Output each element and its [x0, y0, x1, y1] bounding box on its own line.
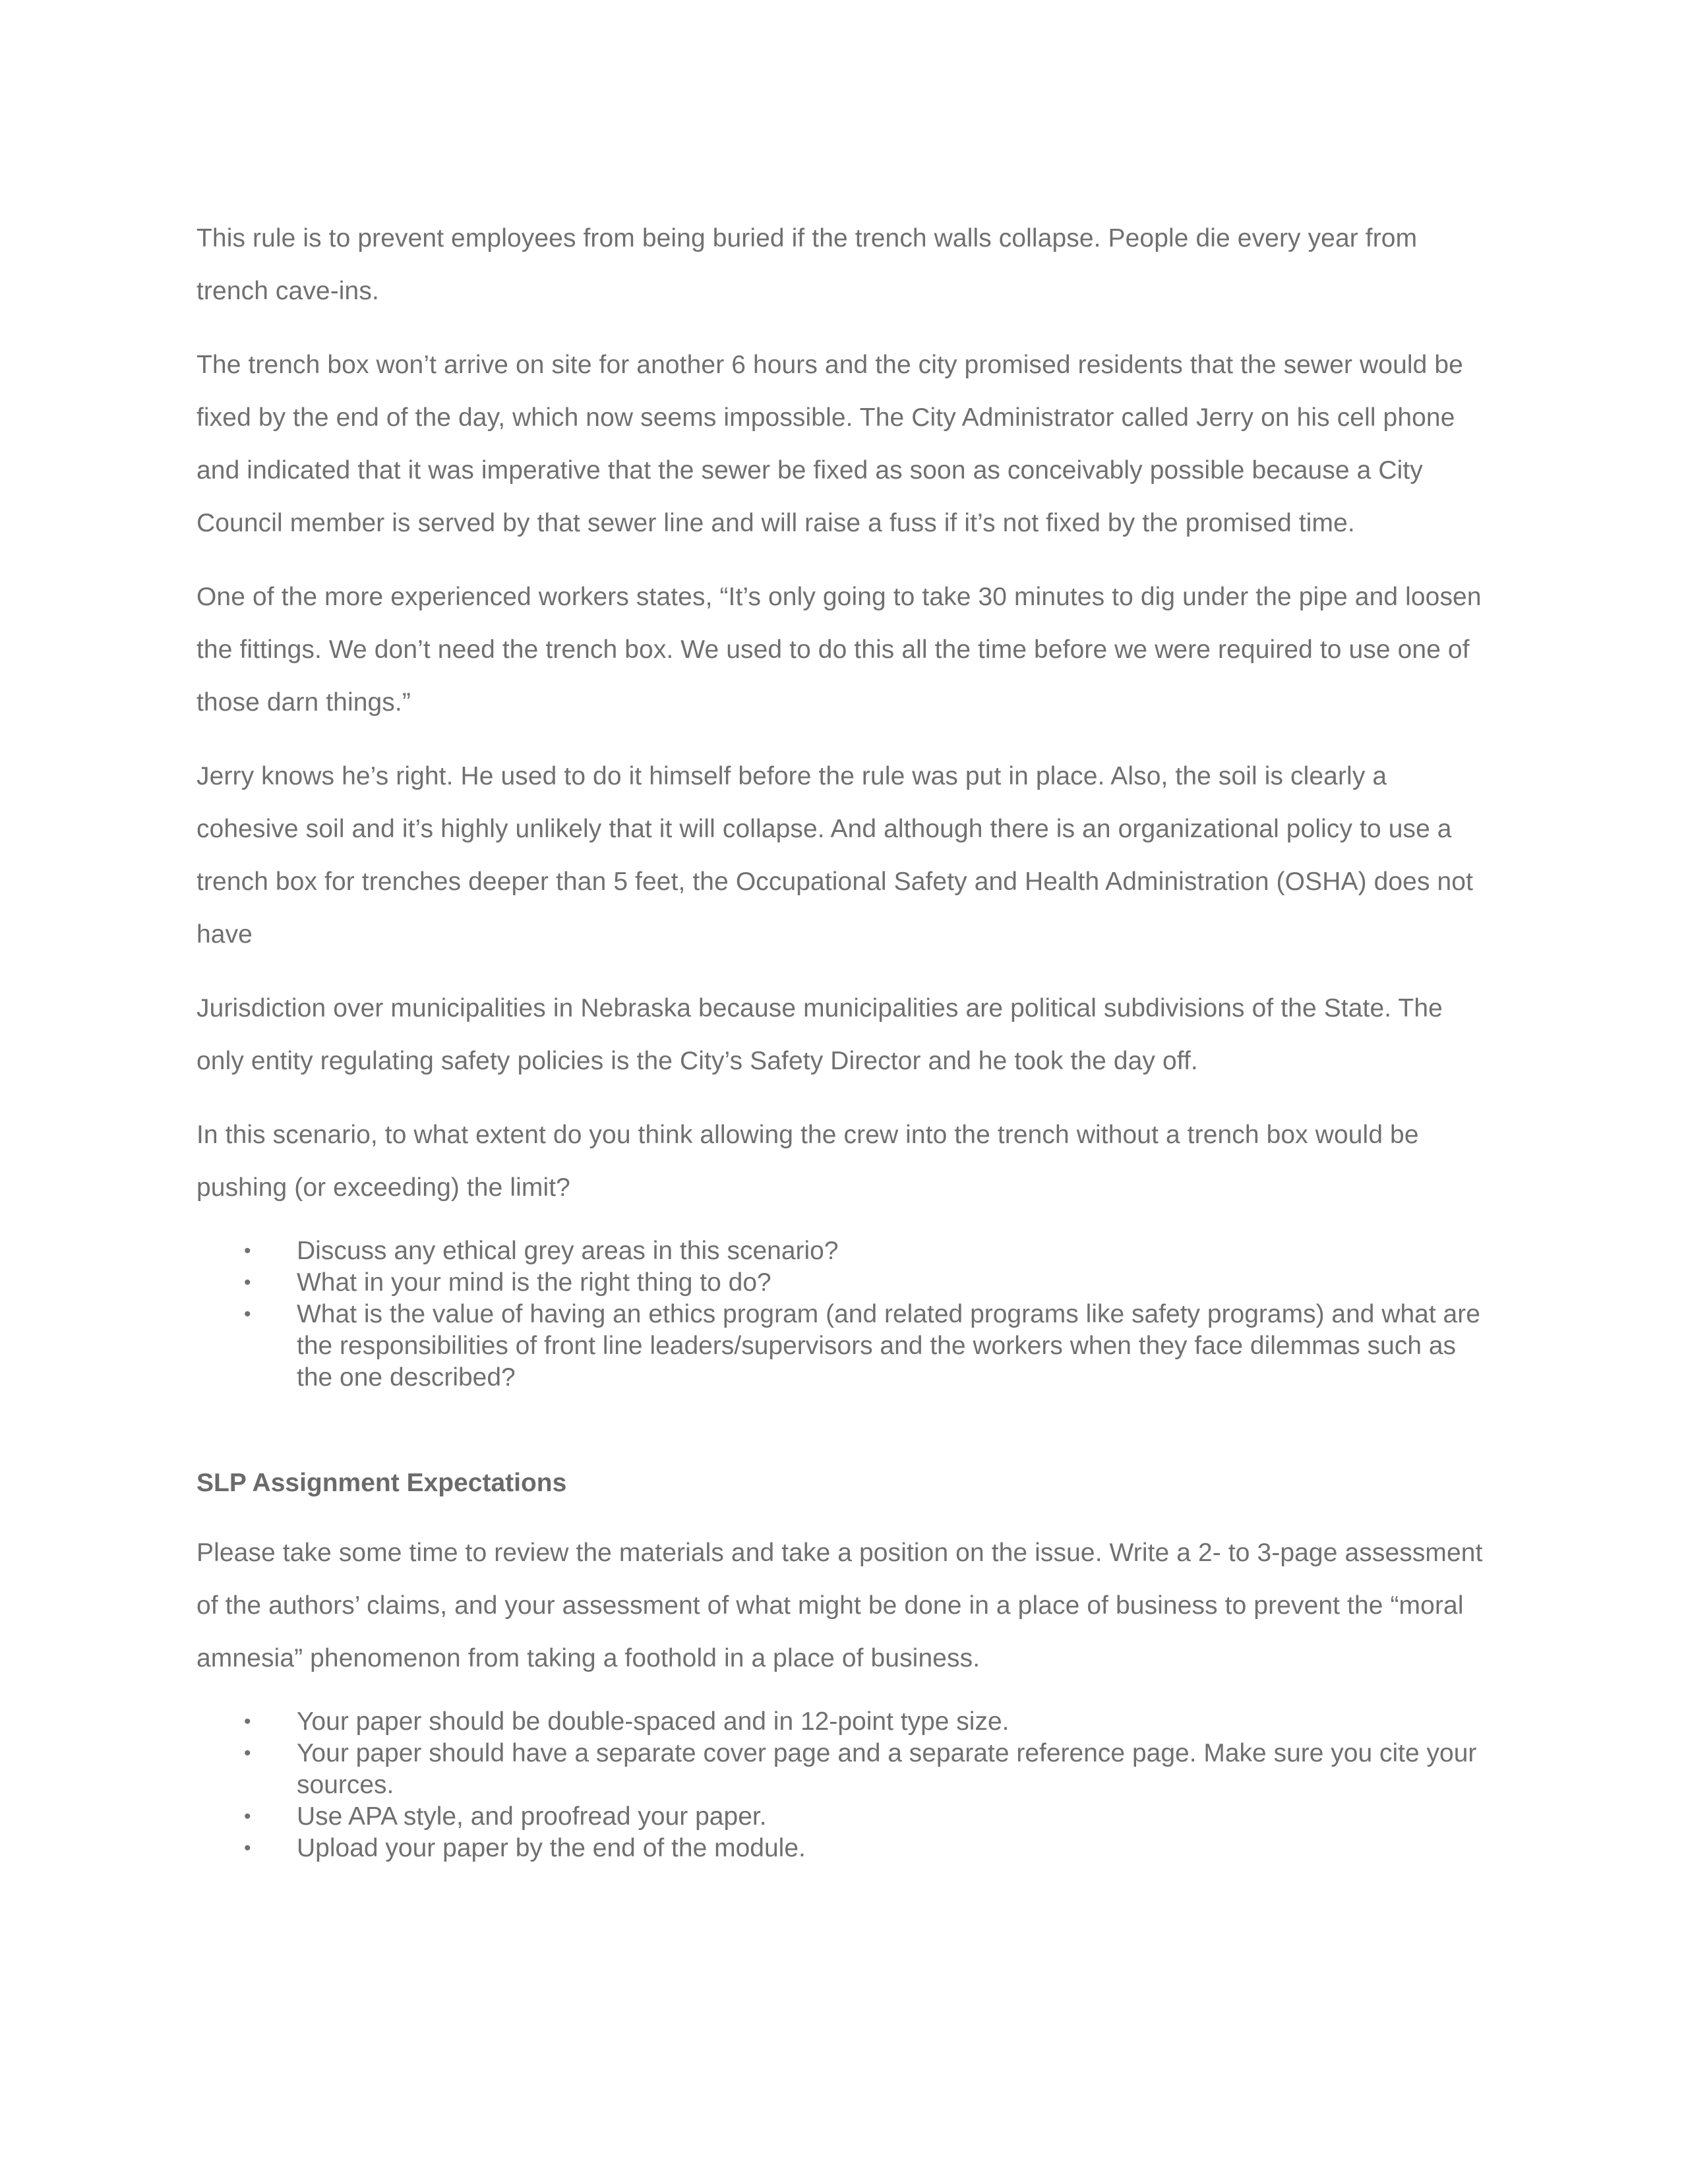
list-item	[196, 1267, 1489, 1299]
bullet-icon: •	[244, 1711, 251, 1732]
list-item	[196, 1299, 1489, 1394]
paragraph-jurisdiction: Jurisdiction over municipalities in Nebraska because municipalities are political subdivisions of the State. The only entity regulating safety policies is the City’s Safety Director and he took the day off.	[196, 994, 1443, 1075]
bullet-icon: •	[244, 1240, 251, 1262]
list-item-text: What is the value of having an ethics program (and related programs like safety programs) and what are the responsibilities of front line leaders/supervisors and the workers when they face dilemmas such as the one described?	[297, 1300, 1480, 1392]
paragraph-trench-box-delay: The trench box won’t arrive on site for another 6 hours and the city promised residents that the sewer would be fixed by the end of the day, which now seems impossible. The City Administrator called Jerry on his cell phone and indicated that it was imperative that the sewer be fixed as soon as conceivably possible because a City Council member is served by that sewer line and will raise a fuss if it’s not fixed by the promised time.	[196, 351, 1463, 537]
bullet-icon: •	[244, 1742, 251, 1764]
requirements-list	[196, 1706, 1489, 1864]
bullet-icon: •	[244, 1303, 251, 1325]
bullet-icon: •	[244, 1806, 251, 1827]
discussion-questions-list	[196, 1235, 1489, 1394]
list-item	[196, 1801, 1489, 1833]
bullet-icon: •	[244, 1837, 251, 1859]
paragraph-slp-intro: Please take some time to review the materials and take a position on the issue. Write a 2- to 3-page assessment of the authors’ claims, and your assessment of what might be done in a place of business to prevent the “moral amnesia” phenomenon from taking a foothold in a place of business.	[196, 1539, 1483, 1672]
paragraph-trench-rule: This rule is to prevent employees from being buried if the trench walls collapse. People die every year from trench cave-ins.	[196, 224, 1418, 305]
paragraph-scenario-question: In this scenario, to what extent do you think allowing the crew into the trench without a trench box would be pushing (or exceeding) the limit?	[196, 1121, 1419, 1202]
list-item	[196, 1235, 1489, 1267]
list-item-text: Use APA style, and proofread your paper.	[297, 1802, 767, 1831]
section-heading: SLP Assignment Expectations	[196, 1469, 567, 1497]
list-item	[196, 1833, 1489, 1864]
bullet-icon: •	[244, 1272, 251, 1293]
list-item-text: Your paper should be double-spaced and in 12-point type size.	[297, 1707, 1010, 1736]
list-item-text: Upload your paper by the end of the module.	[297, 1834, 806, 1862]
paragraph-jerry-knows: Jerry knows he’s right. He used to do it himself before the rule was put in place. Also, the soil is clearly a cohesive soil and it’s highly unlikely that it will collapse. And although there is an organizational policy to use a trench box for trenches deeper than 5 feet, the Occupational Safety and Health Administration (OSHA) does not have	[196, 762, 1474, 949]
document-page	[196, 212, 1489, 1928]
list-item-text: What in your mind is the right thing to do?	[297, 1268, 771, 1297]
list-item-text: Discuss any ethical grey areas in this scenario?	[297, 1237, 839, 1265]
list-item-text: Your paper should have a separate cover page and a separate reference page. Make sure you cite your sources.	[297, 1739, 1477, 1799]
paragraph-worker-quote: One of the more experienced workers states, “It’s only going to take 30 minutes to dig under the pipe and loosen the fittings. We don’t need the trench box. We used to do this all the time before we were required to use one of those darn things.”	[196, 583, 1482, 717]
list-item	[196, 1738, 1489, 1801]
list-item	[196, 1706, 1489, 1738]
